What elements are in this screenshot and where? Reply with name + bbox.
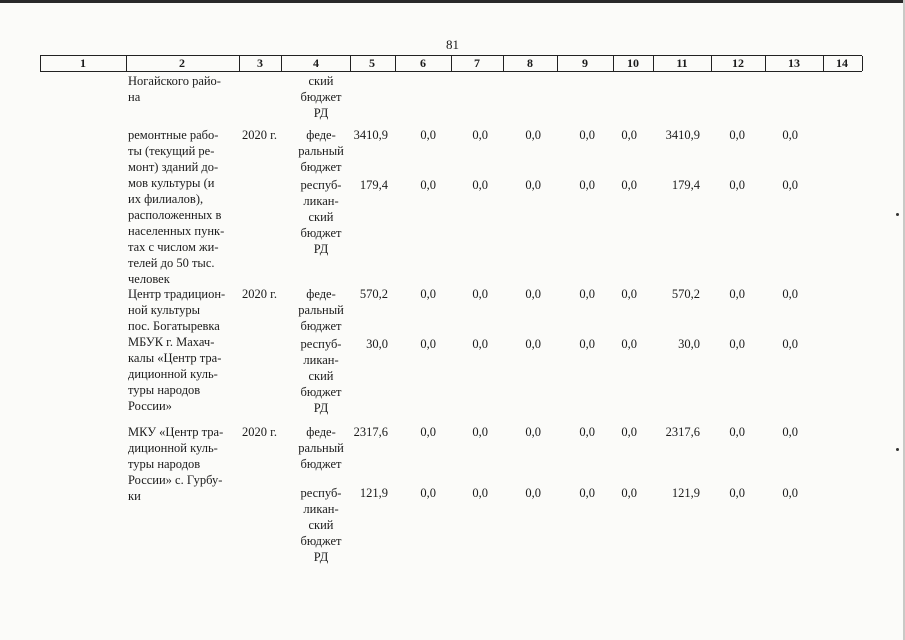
value-col-13: 0,0: [782, 178, 798, 192]
header-divider: [711, 56, 712, 71]
funding-source-line: ский: [308, 210, 334, 224]
item-description-line: пос. Богатыревка: [128, 319, 220, 333]
value-col-9: 0,0: [579, 287, 595, 301]
funding-source-line: РД: [313, 242, 329, 256]
funding-source-line: бюджет: [300, 319, 342, 333]
item-description-line: ной культуры: [128, 303, 201, 317]
item-description-line: расположенных в: [128, 208, 222, 222]
value-col-8: 0,0: [525, 128, 541, 142]
item-description-line: ты (текущий ре-: [128, 144, 215, 158]
carry-over-description-line: на: [128, 90, 141, 104]
item-year: 2020 г.: [242, 287, 277, 301]
item-description-line: туры народов: [128, 457, 201, 471]
header-col-6: 6: [420, 56, 426, 70]
value-col-8: 0,0: [525, 425, 541, 439]
value-col-7: 0,0: [472, 287, 488, 301]
value-col-6: 0,0: [420, 128, 436, 142]
header-divider: [451, 56, 452, 71]
header-col-14: 14: [836, 56, 848, 70]
header-divider: [281, 56, 282, 71]
item-description-line: России» с. Гурбу-: [128, 473, 223, 487]
header-divider: [350, 56, 351, 71]
value-col-13: 0,0: [782, 425, 798, 439]
value-col-13: 0,0: [782, 287, 798, 301]
funding-source-line: бюджет: [300, 457, 342, 471]
header-col-12: 12: [732, 56, 744, 70]
value-col-7: 0,0: [472, 337, 488, 351]
value-col-11: 3410,9: [665, 128, 700, 142]
item-description-line: монт) зданий до-: [128, 160, 219, 174]
value-col-12: 0,0: [729, 337, 745, 351]
item-description-line: мов культуры (и: [128, 176, 215, 190]
page-number: 81: [446, 37, 459, 52]
funding-source-line: феде-: [306, 287, 336, 301]
value-col-8: 0,0: [525, 287, 541, 301]
carry-over-description: [128, 73, 238, 105]
value-col-6: 0,0: [420, 287, 436, 301]
header-divider: [862, 56, 863, 71]
item-description-line: МКУ «Центр тра-: [128, 425, 224, 439]
item-description-line: ки: [128, 489, 141, 503]
item-year: 2020 г.: [242, 128, 277, 142]
scan-edge-top: [0, 0, 905, 3]
item-description-line: их филиалов),: [128, 192, 204, 206]
funding-source-line: ральный: [298, 144, 344, 158]
header-divider: [40, 56, 41, 71]
header-divider: [765, 56, 766, 71]
value-col-13: 0,0: [782, 128, 798, 142]
value-col-10: 0,0: [621, 128, 637, 142]
header-col-13: 13: [788, 56, 800, 70]
value-col-7: 0,0: [472, 486, 488, 500]
header-divider: [653, 56, 654, 71]
carry-over-source-line: бюджет: [300, 90, 342, 104]
item-description-line: диционной куль-: [128, 367, 218, 381]
value-col-9: 0,0: [579, 486, 595, 500]
item-description-line: туры народов: [128, 383, 201, 397]
header-col-11: 11: [676, 56, 688, 70]
value-col-10: 0,0: [621, 486, 637, 500]
value-col-5: 3410,9: [353, 128, 388, 142]
header-col-7: 7: [474, 56, 480, 70]
value-col-11: 179,4: [671, 178, 700, 192]
value-col-8: 0,0: [525, 337, 541, 351]
item-description-line: калы «Центр тра-: [128, 351, 222, 365]
value-col-12: 0,0: [729, 178, 745, 192]
scan-speck: [896, 213, 899, 216]
value-col-11: 121,9: [671, 486, 700, 500]
carry-over-source: [286, 73, 356, 121]
header-col-1: 1: [80, 56, 86, 70]
item-description-line: населенных пунк-: [128, 224, 225, 238]
header-col-5: 5: [369, 56, 375, 70]
value-col-5: 121,9: [359, 486, 388, 500]
value-col-12: 0,0: [729, 425, 745, 439]
item-description-line: ремонтные рабо-: [128, 128, 219, 142]
value-col-7: 0,0: [472, 178, 488, 192]
scan-speck: [896, 448, 899, 451]
item-description-line: тах с числом жи-: [128, 240, 219, 254]
funding-source-line: феде-: [306, 128, 336, 142]
header-divider: [395, 56, 396, 71]
value-col-11: 2317,6: [665, 425, 700, 439]
header-divider: [557, 56, 558, 71]
value-col-10: 0,0: [621, 287, 637, 301]
funding-source-line: феде-: [306, 425, 336, 439]
value-col-6: 0,0: [420, 337, 436, 351]
funding-source-line: ральный: [298, 303, 344, 317]
funding-source-line: респуб-: [300, 178, 342, 192]
value-col-6: 0,0: [420, 178, 436, 192]
value-col-12: 0,0: [729, 486, 745, 500]
value-col-5: 179,4: [359, 178, 388, 192]
header-divider: [126, 56, 127, 71]
value-col-9: 0,0: [579, 128, 595, 142]
header-col-10: 10: [627, 56, 639, 70]
item-description: [128, 286, 240, 414]
item-description-line: телей до 50 тыс.: [128, 256, 215, 270]
carry-over-source-line: РД: [313, 106, 329, 120]
value-col-10: 0,0: [621, 425, 637, 439]
value-col-11: 570,2: [671, 287, 700, 301]
value-col-12: 0,0: [729, 128, 745, 142]
header-bottom-line: [40, 71, 862, 72]
funding-source-line: бюджет: [300, 226, 342, 240]
funding-source-line: ликан-: [303, 502, 339, 516]
funding-source-line: ский: [308, 518, 334, 532]
header-col-2: 2: [179, 56, 185, 70]
header-col-3: 3: [257, 56, 263, 70]
value-col-10: 0,0: [621, 178, 637, 192]
item-description-line: России»: [128, 399, 172, 413]
funding-source-line: бюджет: [300, 385, 342, 399]
item-description-line: Центр традицион-: [128, 287, 226, 301]
carry-over-description-line: Ногайского райо-: [128, 74, 221, 88]
header-col-4: 4: [313, 56, 319, 70]
value-col-6: 0,0: [420, 486, 436, 500]
value-col-13: 0,0: [782, 486, 798, 500]
funding-source-line: РД: [313, 550, 329, 564]
funding-source-line: бюджет: [300, 534, 342, 548]
value-col-9: 0,0: [579, 425, 595, 439]
funding-source-line: ликан-: [303, 353, 339, 367]
value-col-11: 30,0: [678, 337, 700, 351]
value-col-13: 0,0: [782, 337, 798, 351]
funding-source-line: респуб-: [300, 486, 342, 500]
item-description-line: МБУК г. Махач-: [128, 335, 215, 349]
funding-source-line: ликан-: [303, 194, 339, 208]
header-col-9: 9: [582, 56, 588, 70]
funding-source-line: ский: [308, 369, 334, 383]
carry-over-source-line: ский: [308, 74, 334, 88]
value-col-6: 0,0: [420, 425, 436, 439]
value-col-5: 570,2: [359, 287, 388, 301]
funding-source-line: респуб-: [300, 337, 342, 351]
value-col-8: 0,0: [525, 178, 541, 192]
value-col-7: 0,0: [472, 425, 488, 439]
value-col-12: 0,0: [729, 287, 745, 301]
value-col-5: 2317,6: [353, 425, 388, 439]
value-col-5: 30,0: [366, 337, 388, 351]
item-year: 2020 г.: [242, 425, 277, 439]
funding-source-line: ральный: [298, 441, 344, 455]
funding-source-line: бюджет: [300, 160, 342, 174]
value-col-8: 0,0: [525, 486, 541, 500]
item-description-line: человек: [128, 272, 170, 286]
funding-source-line: РД: [313, 401, 329, 415]
item-description: [128, 424, 240, 504]
header-col-8: 8: [527, 56, 533, 70]
value-col-7: 0,0: [472, 128, 488, 142]
header-divider: [503, 56, 504, 71]
value-col-10: 0,0: [621, 337, 637, 351]
value-col-9: 0,0: [579, 337, 595, 351]
item-description: [128, 127, 240, 287]
value-col-9: 0,0: [579, 178, 595, 192]
item-description-line: диционной куль-: [128, 441, 218, 455]
